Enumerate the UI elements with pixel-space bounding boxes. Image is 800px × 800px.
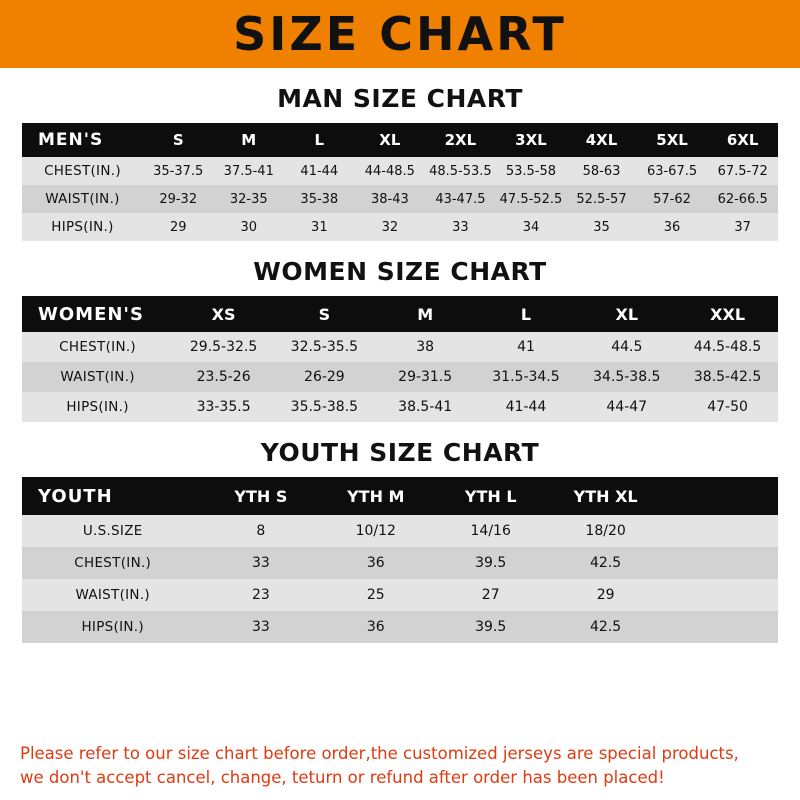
- cell: 63-67.5: [637, 157, 708, 185]
- section-title-women: WOMEN SIZE CHART: [253, 257, 547, 286]
- cell: 38-43: [355, 185, 426, 213]
- column-header-6: 3XL: [496, 123, 567, 157]
- cell: 18/20: [548, 515, 663, 547]
- column-header-0: MEN'S: [22, 123, 143, 157]
- table-row: [22, 185, 778, 213]
- page-header: [0, 0, 800, 68]
- cell: 43-47.5: [425, 185, 496, 213]
- cell: 38.5-42.5: [677, 362, 778, 392]
- cell: 57-62: [637, 185, 708, 213]
- cell: 14/16: [433, 515, 548, 547]
- column-header-9: 6XL: [707, 123, 778, 157]
- cell: 44.5-48.5: [677, 332, 778, 362]
- column-header-spacer: [663, 477, 778, 515]
- cell: 34: [496, 213, 567, 241]
- cell: 48.5-53.5: [425, 157, 496, 185]
- row-label: WAIST(IN.): [22, 579, 203, 611]
- table-head: [22, 477, 778, 515]
- cell: 58-63: [566, 157, 637, 185]
- cell: 52.5-57: [566, 185, 637, 213]
- row-label: CHEST(IN.): [22, 332, 173, 362]
- row-label: CHEST(IN.): [22, 157, 143, 185]
- cell: 26-29: [274, 362, 375, 392]
- row-label: WAIST(IN.): [22, 362, 173, 392]
- row-label: HIPS(IN.): [22, 611, 203, 643]
- column-header-3: M: [375, 296, 476, 332]
- cell: 44-47: [576, 392, 677, 422]
- table-youth-size: [22, 477, 778, 643]
- cell: 39.5: [433, 611, 548, 643]
- cell: 29-32: [143, 185, 214, 213]
- cell: 67.5-72: [707, 157, 778, 185]
- cell: 32: [355, 213, 426, 241]
- cell: 29: [548, 579, 663, 611]
- table-row: [22, 362, 778, 392]
- row-label: U.S.SIZE: [22, 515, 203, 547]
- column-header-3: L: [284, 123, 355, 157]
- cell: 32-35: [214, 185, 285, 213]
- cell: 10/12: [318, 515, 433, 547]
- table-row: [22, 157, 778, 185]
- cell: 62-66.5: [707, 185, 778, 213]
- note-line-1: Please refer to our size chart before order,the customized jerseys are special products,: [20, 744, 739, 764]
- cell: 41-44: [476, 392, 577, 422]
- cell: 37.5-41: [214, 157, 285, 185]
- section-title-youth: YOUTH SIZE CHART: [260, 438, 540, 467]
- cell: 33: [203, 547, 318, 579]
- column-header-5: XL: [576, 296, 677, 332]
- cell: 44.5: [576, 332, 677, 362]
- table-head: [22, 296, 778, 332]
- table-body: [22, 157, 778, 241]
- table-women-size: [22, 296, 778, 422]
- cell-spacer: [663, 579, 778, 611]
- disclaimer-note: [0, 728, 800, 800]
- table-row: [22, 213, 778, 241]
- table-head: [22, 123, 778, 157]
- cell: 25: [318, 579, 433, 611]
- column-header-4: YTH XL: [548, 477, 663, 515]
- section-women: [22, 257, 778, 422]
- cell: 32.5-35.5: [274, 332, 375, 362]
- cell: 42.5: [548, 611, 663, 643]
- page-title: SIZE CHART: [233, 7, 567, 61]
- column-header-0: YOUTH: [22, 477, 203, 515]
- table-body: [22, 332, 778, 422]
- column-header-3: YTH L: [433, 477, 548, 515]
- cell: 29.5-32.5: [173, 332, 274, 362]
- table-man-size: [22, 123, 778, 241]
- table-row: [22, 332, 778, 362]
- cell: 35-37.5: [143, 157, 214, 185]
- section-youth: [22, 438, 778, 643]
- charts-content: [0, 68, 800, 728]
- cell: 35-38: [284, 185, 355, 213]
- cell: 30: [214, 213, 285, 241]
- column-header-4: L: [476, 296, 577, 332]
- column-header-4: XL: [355, 123, 426, 157]
- section-man: [22, 84, 778, 241]
- cell: 41: [476, 332, 577, 362]
- cell: 53.5-58: [496, 157, 567, 185]
- cell: 34.5-38.5: [576, 362, 677, 392]
- table-header-row: [22, 123, 778, 157]
- section-title-man: MAN SIZE CHART: [277, 84, 523, 113]
- cell: 29-31.5: [375, 362, 476, 392]
- table-header-row: [22, 477, 778, 515]
- cell: 35.5-38.5: [274, 392, 375, 422]
- column-header-1: YTH S: [203, 477, 318, 515]
- column-header-2: YTH M: [318, 477, 433, 515]
- cell: 39.5: [433, 547, 548, 579]
- cell: 47-50: [677, 392, 778, 422]
- cell: 23.5-26: [173, 362, 274, 392]
- cell: 23: [203, 579, 318, 611]
- column-header-7: 4XL: [566, 123, 637, 157]
- table-row: [22, 611, 778, 643]
- cell: 29: [143, 213, 214, 241]
- cell: 27: [433, 579, 548, 611]
- cell-spacer: [663, 515, 778, 547]
- cell: 42.5: [548, 547, 663, 579]
- cell: 44-48.5: [355, 157, 426, 185]
- column-header-1: XS: [173, 296, 274, 332]
- row-label: HIPS(IN.): [22, 213, 143, 241]
- table-row: [22, 392, 778, 422]
- row-label: WAIST(IN.): [22, 185, 143, 213]
- row-label: CHEST(IN.): [22, 547, 203, 579]
- cell: 36: [318, 611, 433, 643]
- cell: 8: [203, 515, 318, 547]
- row-label: HIPS(IN.): [22, 392, 173, 422]
- column-header-0: WOMEN'S: [22, 296, 173, 332]
- cell: 41-44: [284, 157, 355, 185]
- column-header-1: S: [143, 123, 214, 157]
- column-header-6: XXL: [677, 296, 778, 332]
- cell: 35: [566, 213, 637, 241]
- cell: 47.5-52.5: [496, 185, 567, 213]
- column-header-5: 2XL: [425, 123, 496, 157]
- cell: 37: [707, 213, 778, 241]
- cell-spacer: [663, 611, 778, 643]
- table-row: [22, 547, 778, 579]
- cell: 31.5-34.5: [476, 362, 577, 392]
- cell: 33-35.5: [173, 392, 274, 422]
- column-header-2: M: [214, 123, 285, 157]
- cell: 33: [425, 213, 496, 241]
- cell-spacer: [663, 547, 778, 579]
- table-row: [22, 515, 778, 547]
- cell: 38: [375, 332, 476, 362]
- table-body: [22, 515, 778, 643]
- cell: 33: [203, 611, 318, 643]
- cell: 36: [637, 213, 708, 241]
- column-header-8: 5XL: [637, 123, 708, 157]
- cell: 36: [318, 547, 433, 579]
- cell: 31: [284, 213, 355, 241]
- cell: 38.5-41: [375, 392, 476, 422]
- column-header-2: S: [274, 296, 375, 332]
- table-row: [22, 579, 778, 611]
- table-header-row: [22, 296, 778, 332]
- note-line-2: we don't accept cancel, change, teturn or refund after order has been placed!: [20, 768, 665, 788]
